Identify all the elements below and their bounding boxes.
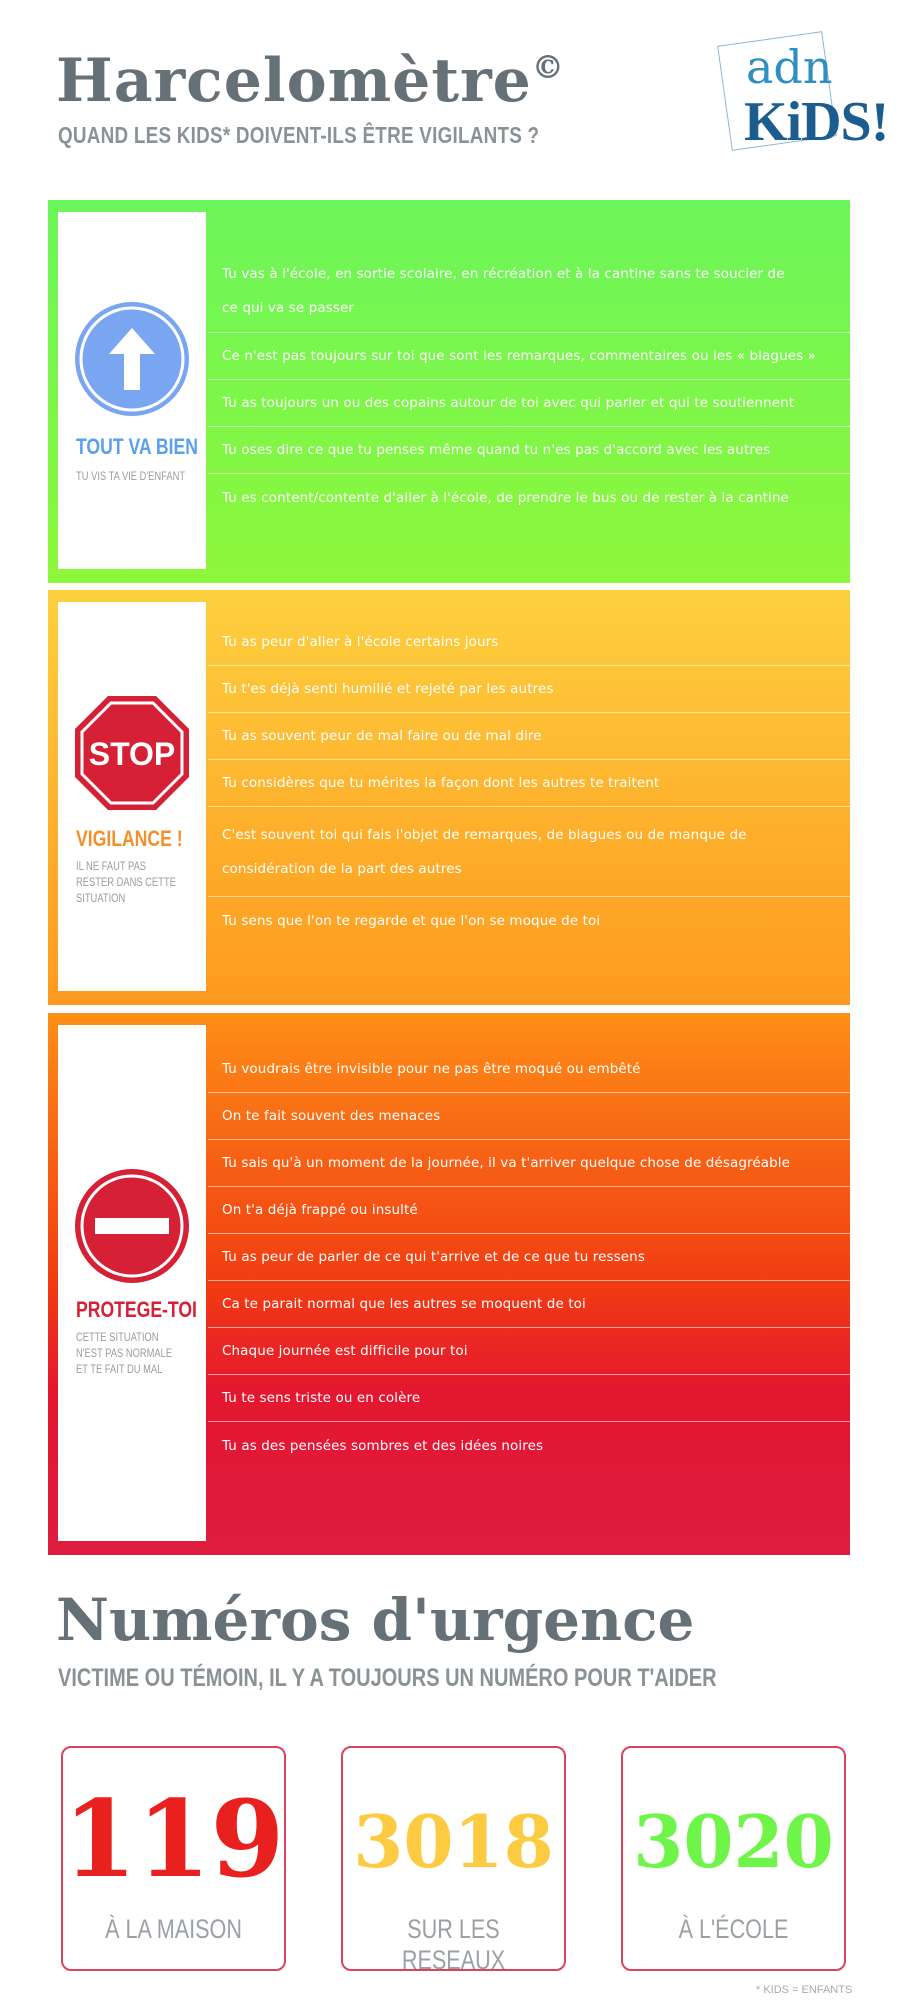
item-list-green (208, 249, 850, 521)
status-label: TOUT VA BIEN (76, 434, 198, 459)
item-list-yellow (208, 619, 850, 944)
status-panel-yellow (58, 602, 206, 991)
emergency-number: 3018 (353, 1799, 554, 1884)
section-tout-va-bien (48, 200, 850, 583)
emergency-card-3018 (341, 1746, 566, 1975)
stop-sign-text: STOP (88, 736, 176, 772)
list-item: Tu t'es déjà senti humilié et rejeté par les autres (208, 666, 850, 713)
stop-sign-icon (73, 694, 191, 812)
emergency-card-119 (61, 1746, 286, 1971)
list-item: Tu sens que l'on te regarde et que l'on se moque de toi (222, 912, 601, 929)
list-item: Tu as toujours un ou des copains autour de toi avec qui parler et qui te soutiennent (208, 380, 850, 427)
section-vigilance (48, 590, 850, 1005)
status-sublabel: TU VIS TA VIE D'ENFANT (76, 469, 186, 483)
copyright-mark: © (531, 48, 565, 86)
up-arrow-icon (73, 300, 191, 418)
list-item: Tu te sens triste ou en colère (208, 1375, 850, 1422)
emergency-label: SUR LES RESEAUX (401, 1914, 506, 1975)
list-item: Tu sais qu'à un moment de la journée, il va t'arriver quelque chose de désagréable (208, 1140, 850, 1187)
footnote: * KIDS = ENFANTS (756, 1984, 853, 1996)
page-subtitle: QUAND LES KIDS* DOIVENT-ILS ÊTRE VIGILANTS ? (58, 122, 540, 148)
status-label: PROTEGE-TOI (76, 1297, 197, 1322)
no-entry-icon (73, 1167, 191, 1285)
list-item: Ce n'est pas toujours sur toi que sont les remarques, commentaires ou les « blagues » (208, 333, 850, 380)
list-item: On t'a déjà frappé ou insulté (208, 1187, 850, 1234)
emergency-card-3020 (621, 1746, 846, 1971)
list-item: Tu vas à l'école, en sortie scolaire, en récréation et à la cantine sans te soucier de ce qui va se passer (208, 249, 850, 333)
status-panel-green (58, 212, 206, 569)
section-protege-toi (48, 1013, 850, 1555)
list-item: Chaque journée est difficile pour toi (208, 1328, 850, 1375)
urgence-subtitle: VICTIME OU TÉMOIN, IL Y A TOUJOURS UN NUMÉRO POUR T'AIDER (58, 1664, 717, 1692)
status-sublabel: CETTE SITUATION N'EST PAS NORMALE ET TE FAIT DU MAL (76, 1330, 173, 1376)
list-item: Tu oses dire ce que tu penses même quand tu n'es pas d'accord avec les autres (208, 427, 850, 474)
page-title: Harcelomètre© (56, 46, 565, 116)
emergency-number: 119 (63, 1776, 285, 1901)
list-item: On te fait souvent des menaces (208, 1093, 850, 1140)
list-item: C'est souvent toi qui fais l'objet de remarques, de blagues ou de manque de considération de la part des autres (208, 807, 850, 897)
list-item: Tu as peur d'aller à l'école certains jours (208, 619, 850, 666)
list-item: Tu considères que tu mérites la façon dont les autres te traitent (208, 760, 850, 807)
item-list-red (208, 1046, 850, 1469)
list-item: Tu as des pensées sombres et des idées noires (222, 1437, 544, 1454)
status-panel-red (58, 1025, 206, 1541)
urgence-title: Numéros d'urgence (56, 1586, 695, 1654)
list-item: Tu es content/contente d'aller à l'école, de prendre le bus ou de rester à la cantine (222, 489, 789, 506)
list-item: Tu voudrais être invisible pour ne pas être moqué ou embêté (208, 1046, 850, 1093)
emergency-number: 3020 (633, 1799, 834, 1884)
list-item: Ca te parait normal que les autres se moquent de toi (208, 1281, 850, 1328)
status-sublabel: IL NE FAUT PAS RESTER DANS CETTE SITUATION (76, 859, 176, 905)
emergency-label: À L'ÉCOLE (678, 1914, 789, 1944)
status-label: VIGILANCE ! (76, 826, 183, 851)
adn-kids-logo: adn KiDS! (716, 34, 856, 164)
list-item: Tu as souvent peur de mal faire ou de mal dire (208, 713, 850, 760)
list-item: Tu as peur de parler de ce qui t'arrive et de ce que tu ressens (208, 1234, 850, 1281)
emergency-label: À LA MAISON (105, 1914, 242, 1944)
